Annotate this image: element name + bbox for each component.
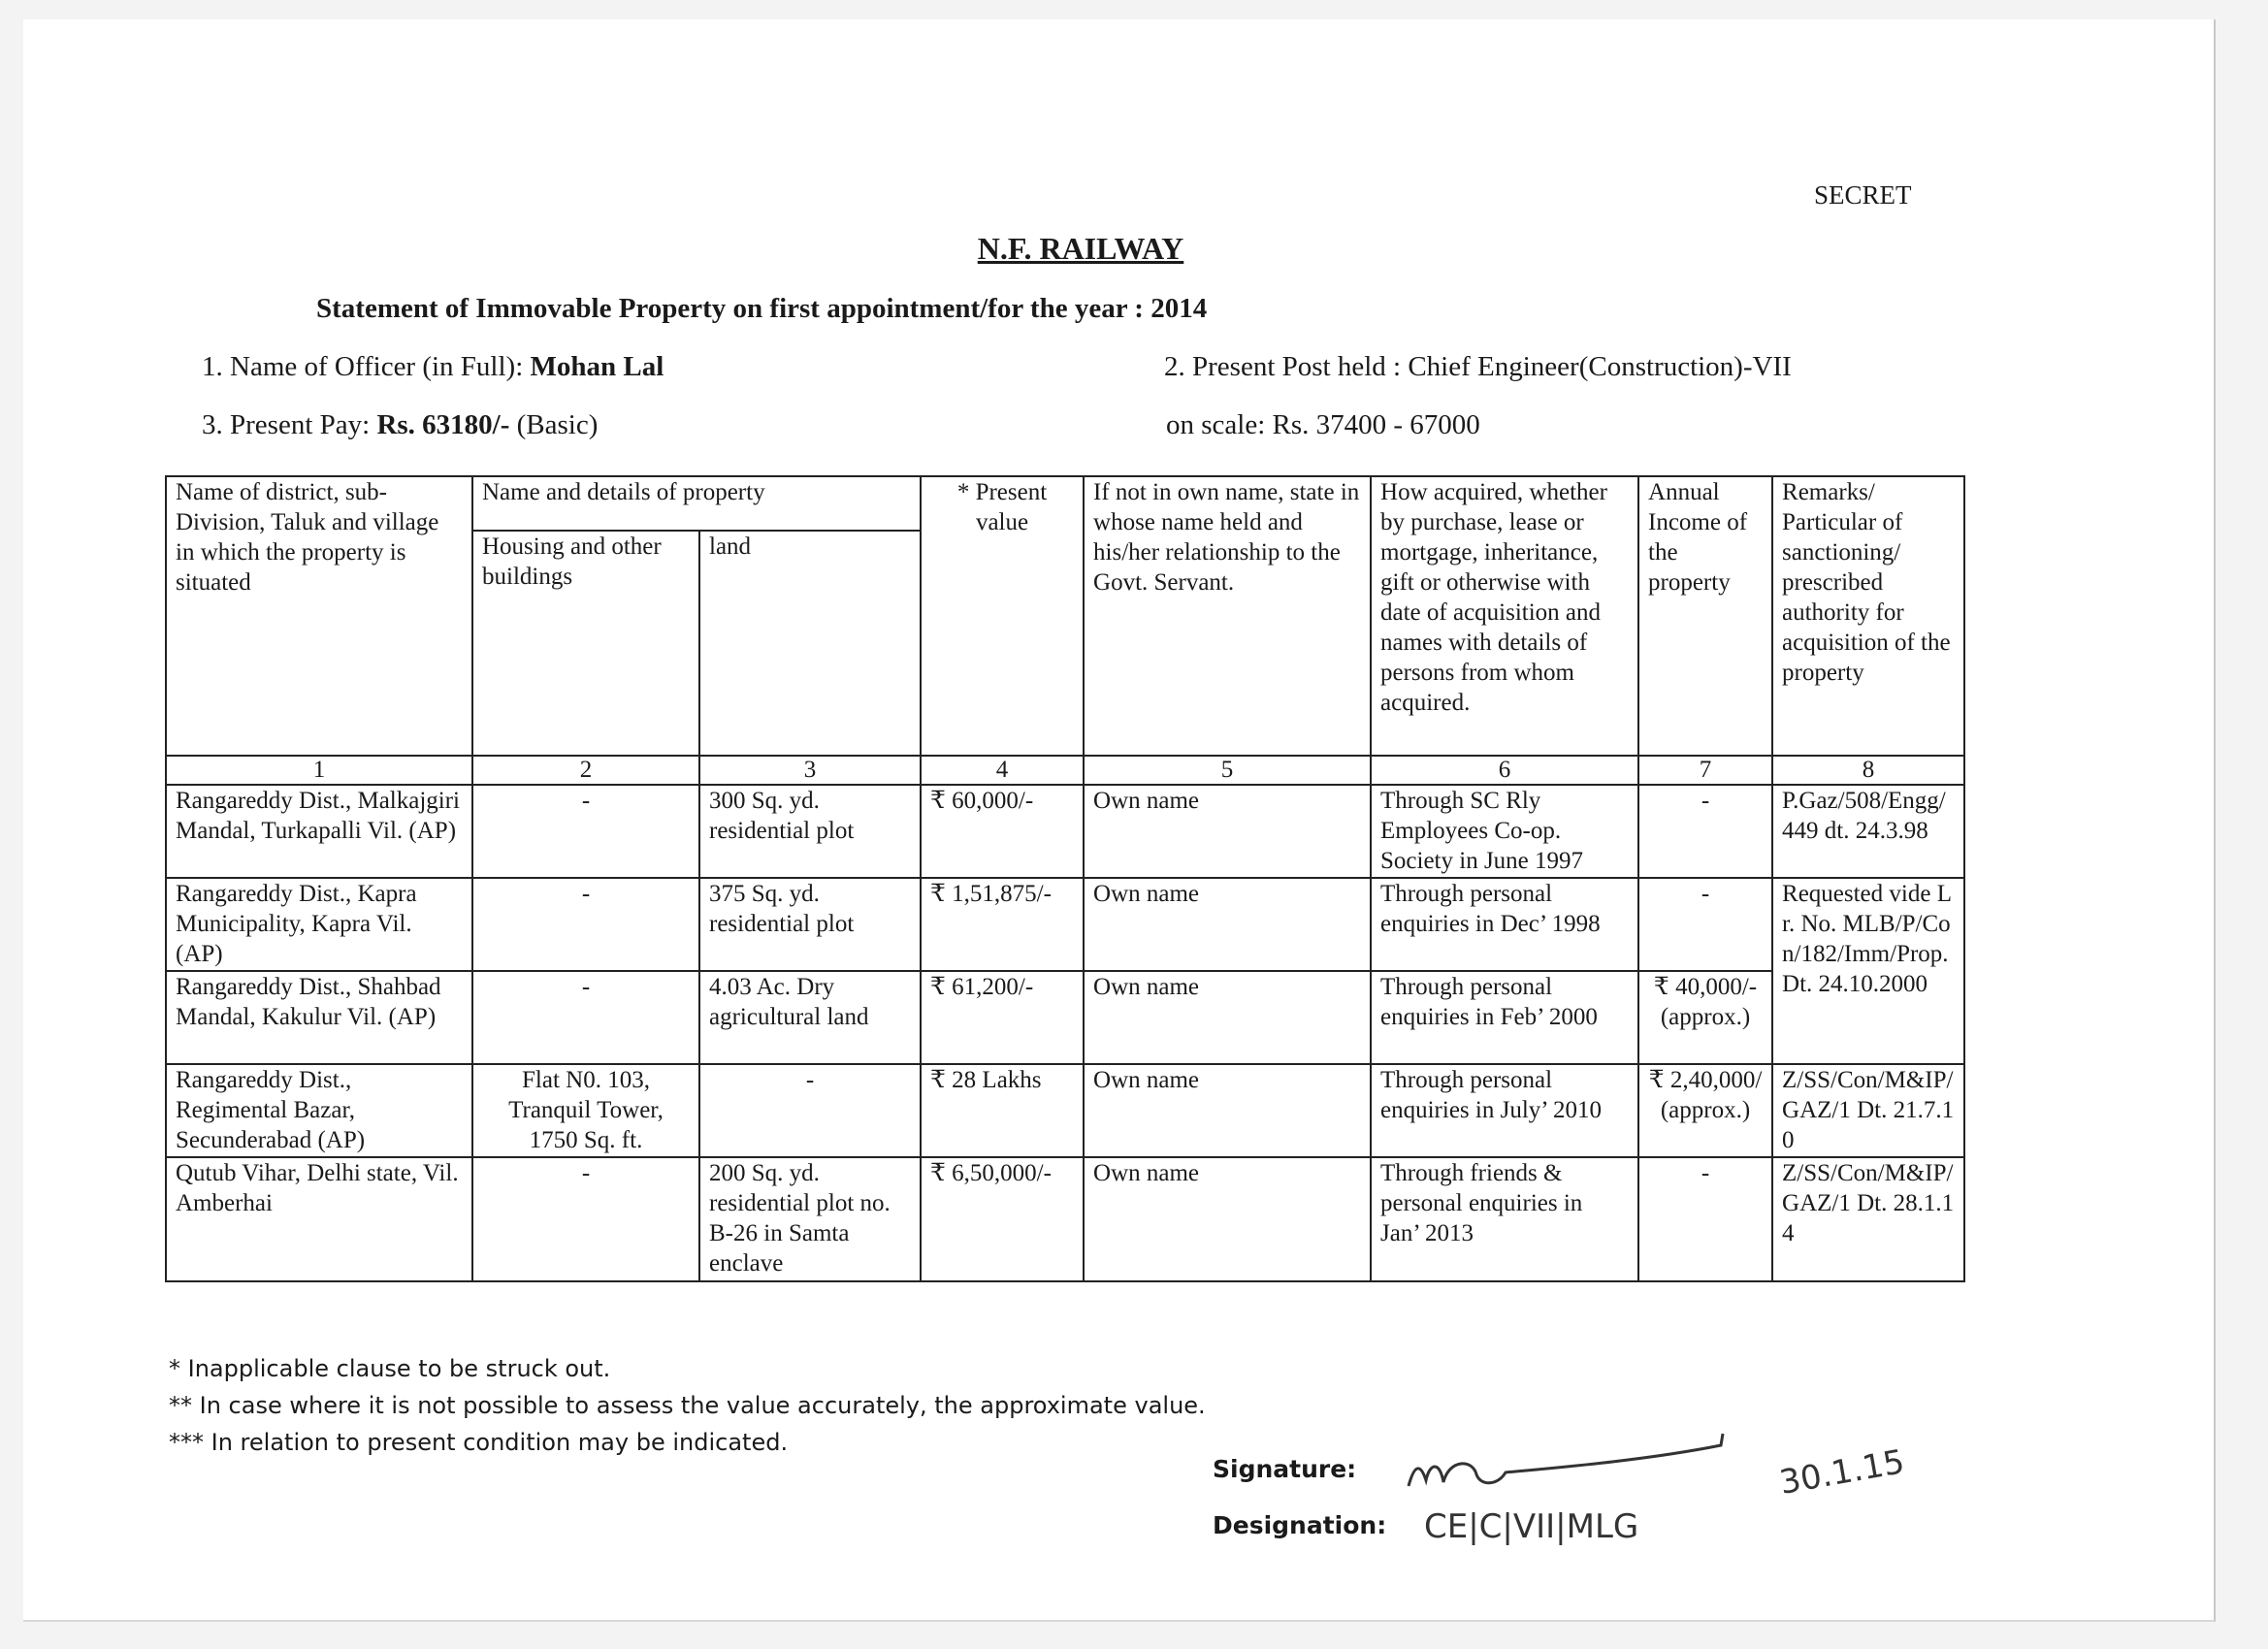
column-number: 2 (472, 756, 699, 785)
pay-scale-label: on scale: (1166, 409, 1266, 440)
header-annual-income: Annual Income of the property (1638, 476, 1772, 756)
present-pay-field (202, 409, 598, 441)
present-post-value: Chief Engineer(Construction)-VII (1408, 351, 1792, 382)
designation-label: Designation: (1213, 1511, 1387, 1539)
header-location: Name of district, sub-Division, Taluk and village in which the property is situated (166, 476, 472, 756)
officer-name-label: 1. Name of Officer (in Full): (202, 351, 524, 382)
table-row (166, 785, 1964, 878)
column-number: 4 (921, 756, 1084, 785)
pay-scale-field (1166, 409, 1480, 441)
column-number: 7 (1638, 756, 1772, 785)
cell-housing: - (472, 1157, 699, 1281)
footnote: * Inapplicable clause to be struck out. (169, 1355, 611, 1382)
footnote: ** In case where it is not possible to assess the value accurately, the approximate value. (169, 1392, 1206, 1419)
present-pay-suffix: (Basic) (516, 409, 599, 440)
table-row (166, 878, 1964, 971)
cell-land: - (699, 1064, 921, 1157)
cell-present-value: ₹ 1,51,875/- (921, 878, 1084, 971)
document-page (23, 19, 2216, 1622)
cell-present-value: ₹ 61,200/- (921, 971, 1084, 1064)
present-post-label: 2. Present Post held : (1164, 351, 1402, 382)
cell-how-acquired: Through friends & personal enquiries in Jan’ 2013 (1371, 1157, 1638, 1281)
classification-label: SECRET (1814, 180, 1912, 210)
officer-name-field (202, 351, 664, 383)
header-property-details: Name and details of property (472, 476, 921, 531)
cell-annual-income: ₹ 2,40,000/ (approx.) (1638, 1064, 1772, 1157)
property-table (165, 475, 1965, 1282)
cell-housing: - (472, 971, 699, 1064)
cell-location: Rangareddy Dist., Malkajgiri Mandal, Turkapalli Vil. (AP) (166, 785, 472, 878)
header-remarks: Remarks/ Particular of sanctioning/ prescribed authority for acquisition of the property (1772, 476, 1964, 756)
designation-value: CE|C|VII|MLG (1424, 1507, 1639, 1546)
officer-name-value: Mohan Lal (530, 351, 664, 382)
cell-owner: Own name (1084, 785, 1371, 878)
footnotes (169, 1350, 1206, 1461)
cell-housing: Flat N0. 103, Tranquil Tower, 1750 Sq. ft. (472, 1064, 699, 1157)
cell-remarks: Requested vide Lr. No. MLB/P/Con/182/Imm/Prop. Dt. 24.10.2000 (1772, 878, 1964, 1064)
cell-location: Rangareddy Dist., Kapra Municipality, Kapra Vil. (AP) (166, 878, 472, 971)
cell-housing: - (472, 785, 699, 878)
cell-present-value: ₹ 28 Lakhs (921, 1064, 1084, 1157)
column-number-row (166, 756, 1964, 785)
cell-owner: Own name (1084, 971, 1371, 1064)
cell-owner: Own name (1084, 1157, 1371, 1281)
column-number: 8 (1772, 756, 1964, 785)
table-row (166, 971, 1964, 1064)
cell-land: 300 Sq. yd. residential plot (699, 785, 921, 878)
cell-annual-income: - (1638, 878, 1772, 971)
column-number: 5 (1084, 756, 1371, 785)
column-number: 3 (699, 756, 921, 785)
cell-remarks: Z/SS/Con/M&IP/GAZ/1 Dt. 21.7.10 (1772, 1064, 1964, 1157)
cell-housing: - (472, 878, 699, 971)
column-number: 1 (166, 756, 472, 785)
header-housing: Housing and other buildings (472, 531, 699, 756)
cell-how-acquired: Through personal enquiries in Feb’ 2000 (1371, 971, 1638, 1064)
present-pay-label: 3. Present Pay: (202, 409, 371, 440)
cell-how-acquired: Through SC Rly Employees Co-op. Society in June 1997 (1371, 785, 1638, 878)
cell-present-value: ₹ 6,50,000/- (921, 1157, 1084, 1281)
present-pay-value: Rs. 63180/- (376, 409, 510, 440)
cell-remarks: P.Gaz/508/Engg/449 dt. 24.3.98 (1772, 785, 1964, 878)
footnote: *** In relation to present condition may be indicated. (169, 1429, 789, 1456)
cell-location: Qutub Vihar, Delhi state, Vil. Amberhai (166, 1157, 472, 1281)
organization-title: N.F. RAILWAY (977, 231, 1184, 266)
cell-land: 375 Sq. yd. residential plot (699, 878, 921, 971)
pay-scale-value: Rs. 37400 - 67000 (1272, 409, 1480, 440)
header-present-value: * Present value (921, 476, 1084, 756)
cell-location: Rangareddy Dist., Regimental Bazar, Secunderabad (AP) (166, 1064, 472, 1157)
column-number: 6 (1371, 756, 1638, 785)
signature-label: Signature: (1213, 1455, 1357, 1483)
header-owner-name: If not in own name, state in whose name held and his/her relationship to the Govt. Servant. (1084, 476, 1371, 756)
cell-how-acquired: Through personal enquiries in July’ 2010 (1371, 1064, 1638, 1157)
cell-remarks: Z/SS/Con/M&IP/GAZ/1 Dt. 28.1.14 (1772, 1157, 1964, 1281)
cell-land: 4.03 Ac. Dry agricultural land (699, 971, 921, 1064)
table-row (166, 1064, 1964, 1157)
header-land: land (699, 531, 921, 756)
header-row (166, 476, 1964, 531)
signature-date: 30.1.15 (1776, 1442, 1908, 1503)
cell-how-acquired: Through personal enquiries in Dec’ 1998 (1371, 878, 1638, 971)
cell-location: Rangareddy Dist., Shahbad Mandal, Kakulur Vil. (AP) (166, 971, 472, 1064)
cell-present-value: ₹ 60,000/- (921, 785, 1084, 878)
present-post-field (1164, 351, 1792, 383)
cell-owner: Own name (1084, 878, 1371, 971)
cell-annual-income: ₹ 40,000/- (approx.) (1638, 971, 1772, 1064)
cell-owner: Own name (1084, 1064, 1371, 1157)
table-row (166, 1157, 1964, 1281)
cell-land: 200 Sq. yd. residential plot no. B-26 in Samta enclave (699, 1157, 921, 1281)
statement-title: Statement of Immovable Property on first appointment/for the year : 2014 (316, 293, 1208, 324)
cell-annual-income: - (1638, 785, 1772, 878)
cell-annual-income: - (1638, 1157, 1772, 1281)
header-how-acquired: How acquired, whether by purchase, lease or mortgage, inheritance, gift or otherwise with date of acquisition and names with details of persons from whom acquired. (1371, 476, 1638, 756)
